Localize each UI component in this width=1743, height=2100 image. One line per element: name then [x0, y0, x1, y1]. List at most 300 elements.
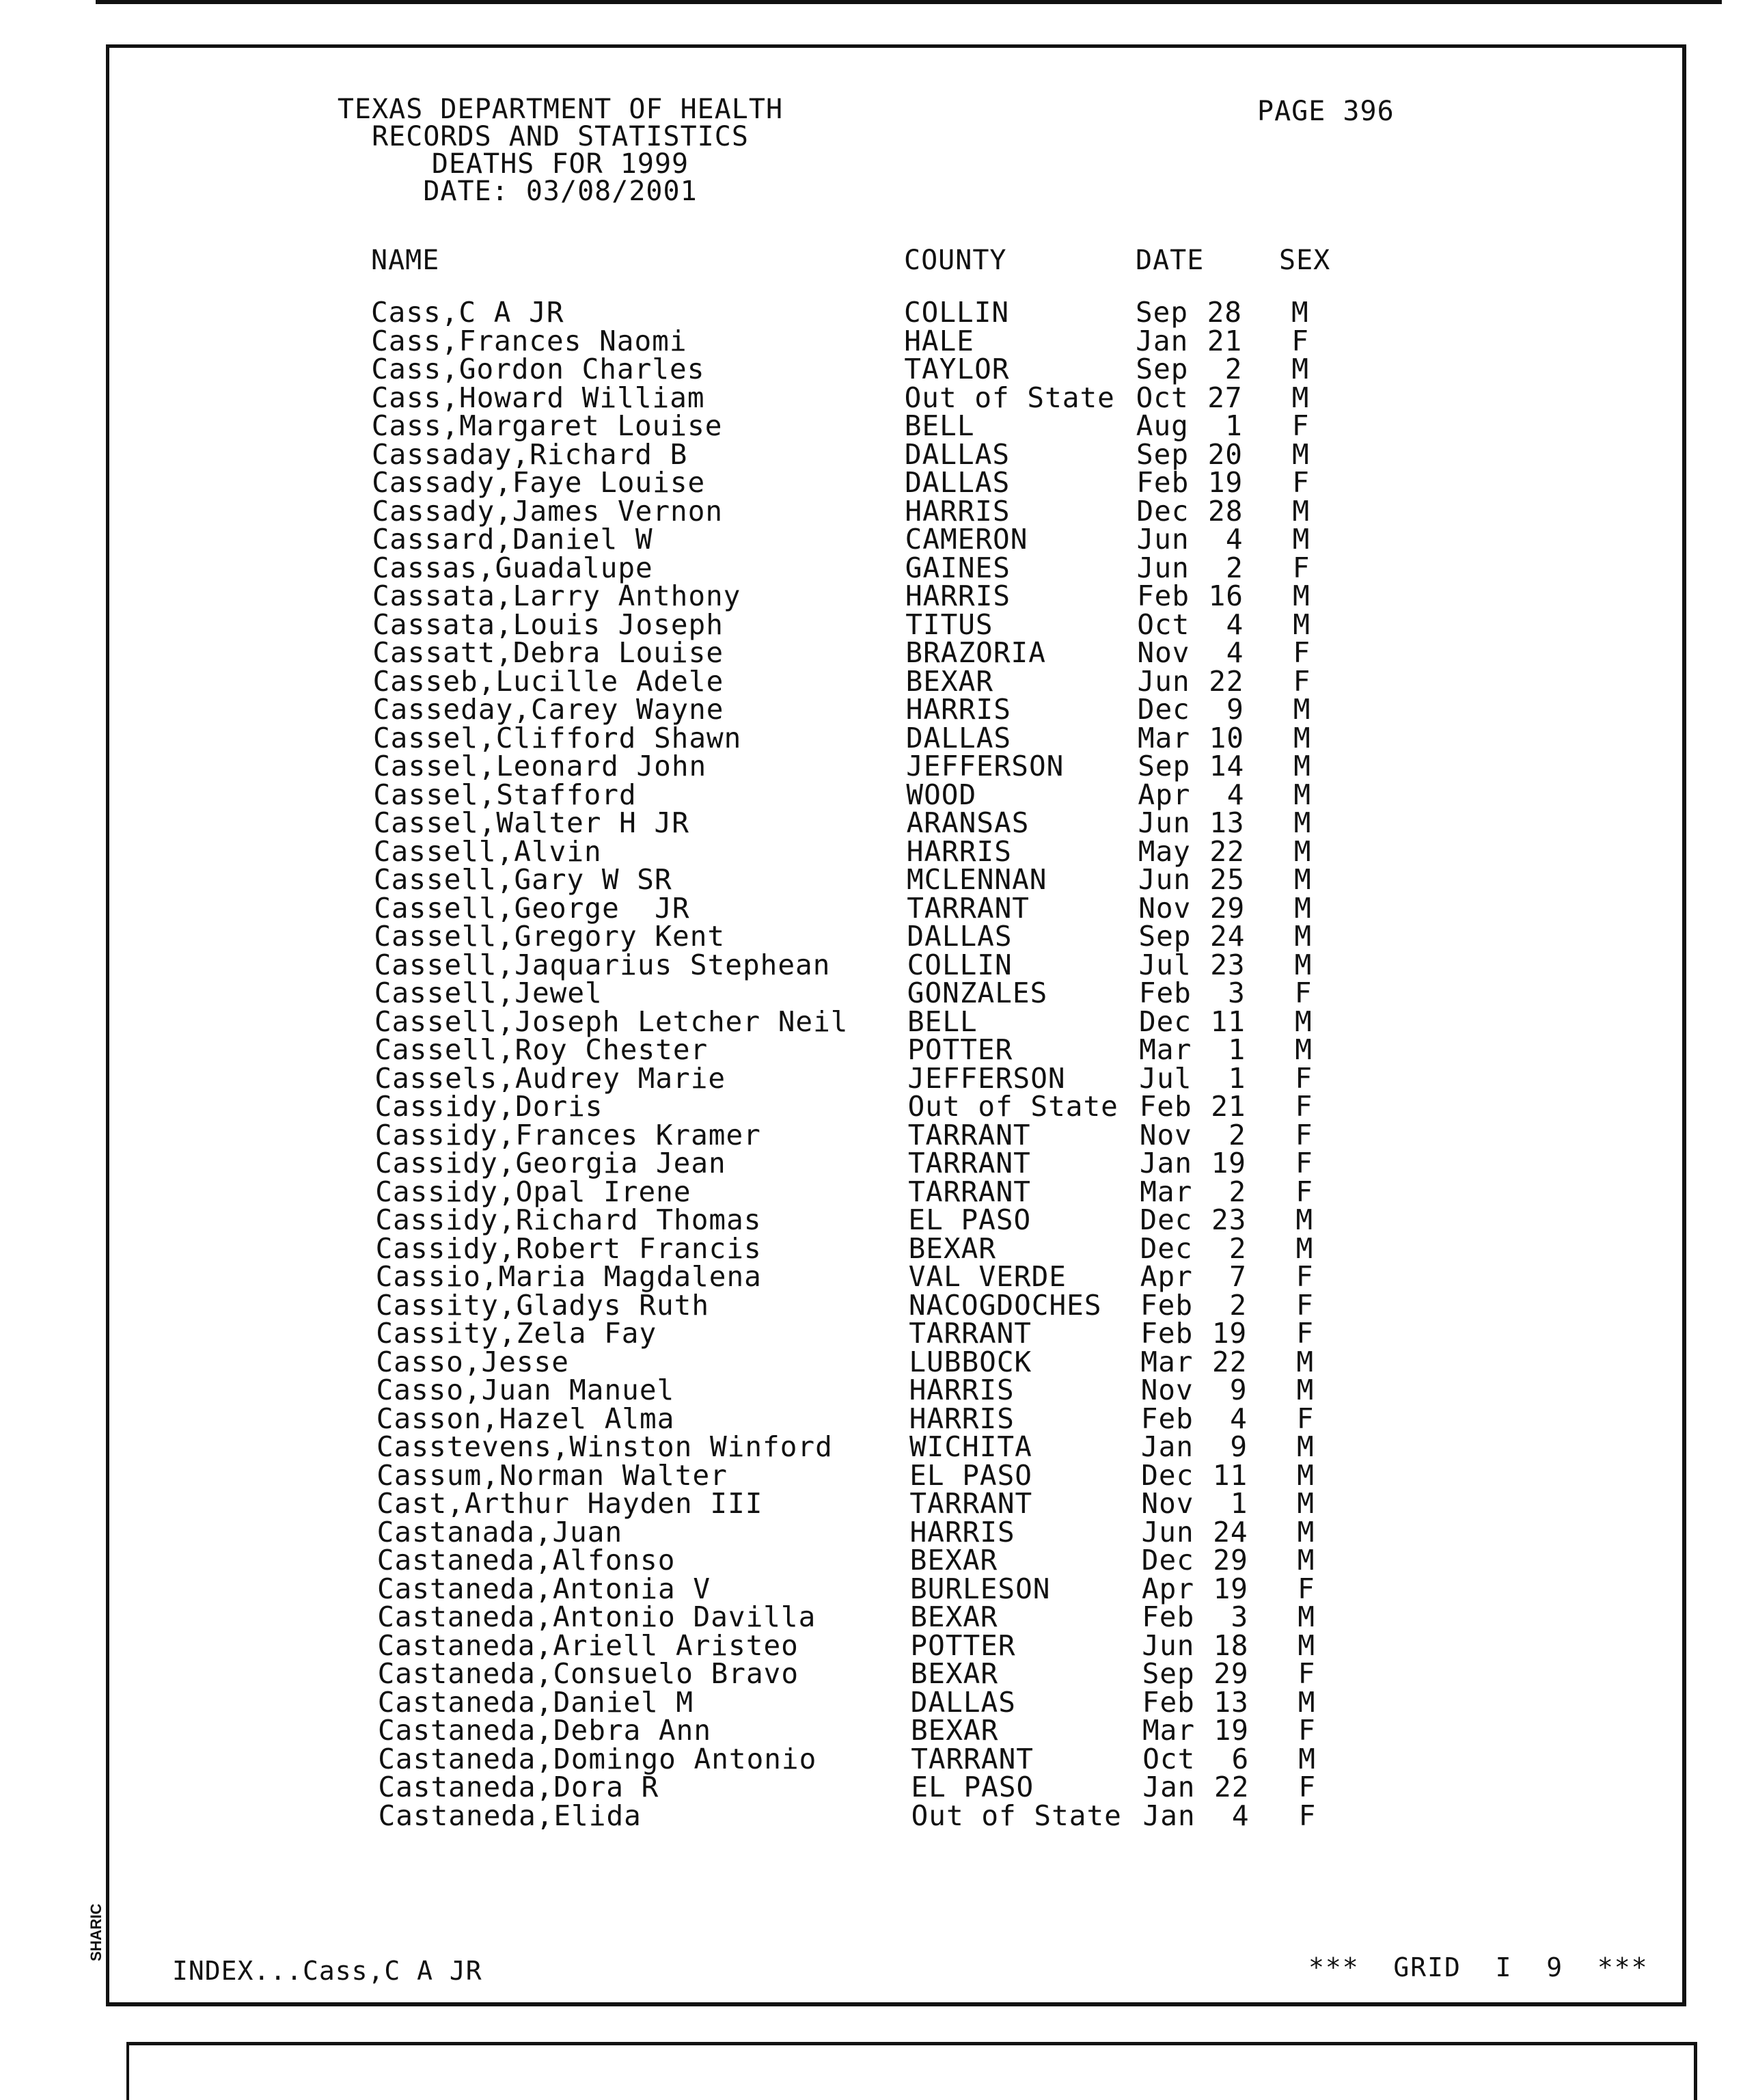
record-name: Casso,Juan Manuel: [376, 1374, 675, 1406]
record-name: Castaneda,Antonia V: [377, 1572, 711, 1605]
record-county: BELL: [907, 1005, 978, 1038]
record-month: Nov: [1141, 1487, 1194, 1520]
record-month: Jan: [1140, 1147, 1193, 1179]
record-county: ARANSAS: [906, 806, 1030, 839]
record-day: 21: [1207, 324, 1243, 357]
record-month: Oct: [1142, 1742, 1196, 1775]
record-name: Cassell,Gregory Kent: [374, 920, 726, 953]
record-row: [6, 1572, 1743, 1605]
record-row: [3, 1005, 1743, 1038]
record-month: Aug: [1136, 409, 1189, 442]
record-name: Cassidy,Georgia Jean: [375, 1147, 726, 1179]
record-day: 2: [1229, 1288, 1247, 1322]
record-month: Jan: [1142, 1799, 1196, 1832]
record-county: DALLAS: [907, 920, 1013, 953]
record-month: Jun: [1137, 664, 1190, 698]
record-sex: F: [1296, 1402, 1315, 1435]
record-county: GONZALES: [907, 977, 1048, 1009]
record-month: Sep: [1136, 296, 1189, 329]
record-day: 28: [1207, 296, 1242, 329]
record-month: Feb: [1137, 579, 1190, 612]
record-sex: M: [1298, 1600, 1315, 1633]
record-day: 29: [1213, 1657, 1249, 1690]
record-row: [1, 494, 1743, 528]
record-month: Dec: [1141, 1458, 1194, 1492]
record-sex: F: [1292, 551, 1310, 584]
record-name: Cassatt,Debra Louise: [372, 636, 724, 669]
record-sex: M: [1298, 1742, 1316, 1775]
record-day: 4: [1231, 1799, 1250, 1832]
record-row: [5, 1260, 1743, 1293]
record-day: 23: [1210, 948, 1246, 981]
record-month: Oct: [1137, 608, 1190, 641]
record-day: 24: [1213, 1515, 1248, 1549]
header-date: DATE: 03/08/2001: [423, 176, 698, 207]
record-row: [3, 891, 1743, 925]
record-name: Cassel,Stafford: [373, 778, 637, 811]
record-month: Jun: [1136, 523, 1190, 556]
record-row: [6, 1546, 1743, 1575]
record-month: Nov: [1139, 1118, 1192, 1151]
record-month: Jul: [1138, 948, 1192, 981]
record-day: 2: [1226, 551, 1244, 584]
record-row: [7, 1714, 1743, 1747]
record-month: Apr: [1138, 778, 1191, 811]
record-county: WOOD: [906, 778, 977, 811]
record-row: [1, 636, 1743, 669]
record-name: Cassidy,Robert Francis: [375, 1231, 762, 1265]
record-row: [3, 863, 1743, 896]
record-sex: M: [1297, 1515, 1315, 1549]
record-day: 19: [1211, 1317, 1248, 1350]
record-sex: M: [1294, 863, 1312, 896]
record-sex: M: [1294, 891, 1312, 925]
record-county: BEXAR: [911, 1714, 999, 1747]
record-name: Castaneda,Debra Ann: [378, 1714, 711, 1747]
record-day: 10: [1209, 721, 1244, 754]
record-day: 1: [1225, 409, 1243, 442]
record-county: WICHITA: [909, 1430, 1032, 1463]
record-county: TARRANT: [909, 1317, 1032, 1350]
record-name: Castaneda,Consuelo Bravo: [377, 1657, 799, 1690]
record-name: Cassidy,Opal Irene: [375, 1175, 691, 1208]
record-sex: M: [1296, 1345, 1315, 1378]
record-sex: F: [1298, 1799, 1317, 1832]
record-month: Dec: [1136, 494, 1190, 528]
record-day: 9: [1226, 693, 1244, 726]
record-name: Castaneda,Dora R: [378, 1771, 659, 1803]
record-name: Cassel,Leonard John: [373, 750, 707, 782]
record-name: Castaneda,Ariell Aristeo: [377, 1628, 799, 1662]
record-day: 13: [1209, 806, 1245, 839]
record-name: Cass,Frances Naomi: [371, 324, 687, 357]
record-row: [5, 1376, 1743, 1405]
column-header-county: COUNTY: [904, 245, 1007, 276]
record-sex: F: [1296, 1317, 1314, 1350]
record-sex: M: [1293, 778, 1312, 811]
record-sex: F: [1293, 636, 1311, 669]
header-division: RECORDS AND STATISTICS: [372, 121, 749, 152]
record-name: Cassel,Walter H JR: [373, 806, 689, 839]
record-month: Dec: [1139, 1005, 1192, 1038]
record-month: Jan: [1136, 324, 1189, 357]
record-county: TITUS: [905, 608, 993, 641]
record-row: [0, 324, 1743, 357]
record-day: 6: [1231, 1742, 1250, 1775]
record-sex: M: [1291, 296, 1309, 329]
record-month: Dec: [1141, 1544, 1194, 1577]
record-day: 22: [1209, 664, 1244, 698]
record-county: HARRIS: [909, 1374, 1015, 1406]
record-month: Feb: [1138, 977, 1192, 1009]
record-month: Mar: [1138, 721, 1191, 754]
record-sex: M: [1291, 381, 1310, 414]
record-county: Out of State: [911, 1799, 1122, 1832]
record-day: 1: [1228, 1033, 1246, 1066]
record-name: Cassell,Joseph Letcher Neil: [374, 1005, 849, 1038]
record-county: BURLESON: [910, 1572, 1051, 1605]
record-sex: F: [1298, 1657, 1316, 1690]
record-day: 22: [1212, 1345, 1248, 1378]
record-county: DALLAS: [910, 1685, 1016, 1719]
record-county: NACOGDOCHES: [909, 1288, 1102, 1322]
record-sex: M: [1294, 948, 1313, 981]
record-county: TARRANT: [907, 891, 1030, 925]
record-row: [1, 466, 1743, 499]
record-name: Casso,Jesse: [376, 1345, 569, 1378]
record-month: May: [1138, 834, 1191, 868]
record-day: 27: [1207, 381, 1243, 414]
record-sex: F: [1295, 1090, 1313, 1123]
record-sex: F: [1295, 1118, 1313, 1151]
record-sex: M: [1292, 437, 1310, 471]
record-day: 28: [1208, 494, 1244, 528]
record-month: Dec: [1140, 1231, 1193, 1265]
record-name: Castaneda,Daniel M: [377, 1685, 694, 1719]
record-county: Out of State: [907, 1090, 1118, 1123]
record-row: [1, 551, 1743, 584]
record-row: [5, 1487, 1743, 1520]
record-sex: F: [1293, 664, 1311, 698]
record-row: [5, 1288, 1743, 1322]
record-county: MCLENNAN: [907, 863, 1047, 896]
record-row: [2, 752, 1743, 781]
record-month: Jun: [1138, 806, 1191, 839]
record-sex: M: [1292, 523, 1310, 556]
record-month: Jul: [1139, 1061, 1192, 1095]
record-day: 19: [1207, 466, 1244, 499]
record-month: Apr: [1142, 1572, 1195, 1605]
record-month: Feb: [1142, 1600, 1195, 1633]
footer-index: INDEX...Cass,C A JR: [172, 1956, 482, 1986]
record-name: Cassas,Guadalupe: [372, 551, 653, 584]
record-day: 24: [1210, 920, 1246, 953]
footer-grid: *** GRID I 9 ***: [1308, 1952, 1649, 1982]
record-county: HARRIS: [909, 1402, 1015, 1435]
record-county: BELL: [904, 409, 975, 442]
record-day: 1: [1230, 1487, 1248, 1520]
record-name: Cast,Arthur Hayden III: [376, 1487, 763, 1520]
record-sex: M: [1296, 1374, 1315, 1406]
record-month: Feb: [1142, 1685, 1195, 1719]
record-month: Mar: [1142, 1714, 1196, 1747]
record-row: [8, 1799, 1743, 1832]
record-row: [0, 355, 1743, 384]
record-name: Cassell,Jewel: [374, 977, 603, 1009]
record-row: [7, 1742, 1743, 1775]
record-row: [6, 1600, 1743, 1633]
record-day: 13: [1213, 1685, 1249, 1719]
record-county: DALLAS: [906, 721, 1012, 754]
record-sex: M: [1297, 1430, 1315, 1463]
record-row: [1, 608, 1743, 641]
record-row: [0, 296, 1743, 329]
record-row: [6, 1515, 1743, 1549]
record-county: HARRIS: [905, 693, 1011, 726]
record-county: POTTER: [907, 1033, 1013, 1066]
record-day: 4: [1225, 523, 1244, 556]
record-county: Out of State: [904, 381, 1115, 414]
record-day: 2: [1224, 353, 1243, 385]
record-day: 2: [1229, 1118, 1246, 1151]
record-row: [3, 948, 1743, 981]
record-month: Feb: [1139, 1090, 1192, 1123]
record-sex: F: [1294, 977, 1313, 1009]
record-name: Cassio,Maria Magdalena: [375, 1260, 762, 1293]
record-sex: M: [1297, 1487, 1315, 1520]
record-sex: M: [1298, 1685, 1316, 1719]
record-county: POTTER: [910, 1628, 1016, 1662]
record-row: [3, 806, 1743, 839]
record-sex: M: [1293, 579, 1310, 612]
record-month: Feb: [1140, 1402, 1194, 1435]
record-name: Cassell,George JR: [374, 891, 690, 925]
record-sex: F: [1292, 466, 1310, 499]
record-row: [4, 1175, 1743, 1208]
record-month: Mar: [1140, 1175, 1193, 1208]
record-day: 25: [1209, 863, 1245, 896]
record-name: Castanada,Juan: [376, 1515, 623, 1549]
record-sex: F: [1295, 1061, 1313, 1095]
record-row: [5, 1317, 1743, 1350]
record-name: Castaneda,Alfonso: [376, 1544, 676, 1577]
record-day: 18: [1213, 1628, 1249, 1662]
record-day: 11: [1212, 1458, 1248, 1492]
record-day: 9: [1229, 1374, 1248, 1406]
record-sex: M: [1293, 693, 1311, 726]
record-name: Cassidy,Richard Thomas: [375, 1203, 762, 1236]
record-sex: M: [1295, 1231, 1314, 1265]
report-header: [0, 96, 1121, 205]
record-sex: F: [1298, 1572, 1315, 1605]
record-day: 19: [1213, 1572, 1248, 1605]
record-sex: F: [1291, 324, 1309, 357]
record-county: BEXAR: [910, 1600, 998, 1633]
record-county: TAYLOR: [904, 353, 1010, 385]
record-county: GAINES: [905, 551, 1011, 584]
record-county: BRAZORIA: [905, 636, 1046, 669]
record-row: [5, 1231, 1743, 1265]
record-month: Oct: [1136, 381, 1189, 414]
record-county: BEXAR: [908, 1231, 997, 1265]
record-sex: M: [1293, 608, 1310, 641]
record-row: [7, 1657, 1743, 1690]
record-row: [5, 1345, 1743, 1378]
record-row: [5, 1402, 1743, 1435]
record-month: Dec: [1137, 693, 1190, 726]
record-sex: M: [1293, 750, 1311, 782]
record-sex: M: [1295, 1203, 1314, 1236]
record-day: 4: [1226, 608, 1244, 641]
record-sex: F: [1296, 1288, 1314, 1322]
record-month: Sep: [1138, 920, 1192, 953]
page-number: PAGE 396: [1257, 96, 1395, 127]
record-sex: F: [1298, 1771, 1317, 1803]
record-sex: F: [1291, 409, 1310, 442]
header-report-title: DEATHS FOR 1999: [431, 148, 689, 180]
record-county: TARRANT: [907, 1118, 1031, 1151]
record-name: Cassell,Alvin: [373, 834, 602, 868]
record-county: EL PASO: [911, 1771, 1034, 1803]
record-month: Jun: [1138, 863, 1192, 896]
record-day: 20: [1207, 437, 1243, 471]
record-county: HARRIS: [905, 579, 1011, 612]
record-row: [2, 721, 1743, 754]
record-month: Sep: [1136, 353, 1189, 385]
record-name: Castaneda,Elida: [378, 1799, 642, 1832]
record-county: HALE: [904, 324, 974, 357]
record-county: BEXAR: [905, 664, 994, 698]
record-day: 4: [1226, 778, 1245, 811]
record-name: Cassels,Audrey Marie: [374, 1061, 726, 1095]
record-row: [6, 1628, 1743, 1662]
record-county: JEFFERSON: [907, 1061, 1066, 1095]
record-county: TARRANT: [911, 1742, 1034, 1775]
record-county: TARRANT: [909, 1487, 1033, 1520]
record-county: LUBBOCK: [909, 1345, 1032, 1378]
record-day: 3: [1231, 1600, 1249, 1633]
record-county: COLLIN: [904, 296, 1010, 329]
record-name: Cass,Howard William: [371, 381, 705, 414]
record-county: BEXAR: [909, 1544, 998, 1577]
record-month: Mar: [1139, 1033, 1192, 1066]
record-name: Cassum,Norman Walter: [376, 1458, 728, 1492]
record-sex: M: [1295, 1033, 1313, 1066]
record-name: Cassata,Louis Joseph: [372, 608, 724, 641]
record-row: [3, 1061, 1743, 1095]
record-month: Sep: [1142, 1657, 1195, 1690]
record-row: [1, 437, 1743, 471]
record-sex: M: [1298, 1628, 1316, 1662]
record-row: [7, 1773, 1743, 1802]
record-row: [2, 664, 1743, 698]
record-name: Cassard,Daniel W: [372, 523, 653, 556]
record-county: COLLIN: [907, 948, 1013, 981]
record-county: HARRIS: [909, 1515, 1015, 1549]
record-name: Cassata,Larry Anthony: [372, 579, 741, 612]
record-county: TARRANT: [908, 1147, 1031, 1179]
column-header-name: NAME: [371, 245, 440, 276]
record-name: Casstevens,Winston Winford: [376, 1430, 833, 1463]
record-county: BEXAR: [910, 1657, 999, 1690]
record-row: [1, 381, 1743, 414]
record-month: Nov: [1140, 1374, 1194, 1406]
header-agency: TEXAS DEPARTMENT OF HEALTH: [337, 94, 784, 125]
record-sex: M: [1293, 721, 1311, 754]
record-day: 23: [1211, 1203, 1247, 1236]
record-day: 3: [1228, 977, 1246, 1009]
record-day: 4: [1230, 1402, 1248, 1435]
record-row: [4, 1149, 1743, 1178]
record-name: Cassidy,Frances Kramer: [374, 1118, 761, 1151]
record-name: Casseday,Carey Wayne: [372, 693, 724, 726]
record-row: [4, 1118, 1743, 1151]
record-row: [7, 1685, 1743, 1719]
record-row: [3, 834, 1743, 868]
record-name: Cassady,Faye Louise: [372, 466, 706, 499]
record-month: Sep: [1136, 437, 1190, 471]
record-day: 9: [1230, 1430, 1248, 1463]
record-name: Cassity,Zela Fay: [376, 1317, 657, 1350]
record-day: 14: [1209, 750, 1245, 782]
record-sex: M: [1297, 1458, 1315, 1492]
record-month: Jun: [1136, 551, 1190, 584]
column-header-sex: SEX: [1279, 245, 1331, 276]
record-row: [4, 1090, 1743, 1123]
record-row: [1, 579, 1743, 612]
record-name: Cass,Gordon Charles: [371, 353, 705, 385]
record-row: [3, 920, 1743, 953]
record-day: 11: [1210, 1005, 1246, 1038]
record-month: Feb: [1136, 466, 1190, 499]
record-row: [2, 693, 1743, 726]
record-name: Cassell,Jaquarius Stephean: [374, 948, 831, 981]
record-day: 1: [1228, 1061, 1246, 1095]
record-day: 22: [1209, 834, 1245, 868]
record-month: Feb: [1140, 1288, 1194, 1322]
record-row: [1, 409, 1743, 442]
record-day: 29: [1209, 891, 1246, 925]
record-name: Cass,C A JR: [371, 296, 564, 329]
next-page-frame: [126, 2042, 1697, 2100]
record-month: Jun: [1141, 1515, 1194, 1549]
side-label: SHARIC: [87, 1903, 105, 1961]
record-county: EL PASO: [909, 1458, 1032, 1492]
record-day: 2: [1229, 1231, 1247, 1265]
top-rule: [96, 0, 1722, 4]
record-name: Cassell,Gary W SR: [374, 863, 672, 896]
record-name: Cassity,Gladys Ruth: [376, 1288, 709, 1322]
record-sex: M: [1293, 834, 1312, 868]
record-county: CAMERON: [905, 523, 1028, 556]
record-name: Cassaday,Richard B: [372, 437, 688, 471]
record-month: Nov: [1137, 636, 1190, 669]
record-day: 29: [1213, 1544, 1248, 1577]
record-name: Castaneda,Antonio Davilla: [377, 1600, 816, 1633]
record-sex: M: [1294, 920, 1313, 953]
record-county: EL PASO: [908, 1203, 1032, 1236]
column-header-date: DATE: [1136, 245, 1205, 276]
record-sex: M: [1297, 1544, 1315, 1577]
record-sex: F: [1298, 1714, 1316, 1747]
record-county: HARRIS: [906, 834, 1012, 868]
record-sex: F: [1295, 1147, 1313, 1179]
record-name: Casseb,Lucille Adele: [372, 664, 724, 698]
record-month: Mar: [1140, 1345, 1194, 1378]
record-sex: F: [1295, 1175, 1313, 1208]
record-county: DALLAS: [905, 437, 1011, 471]
record-month: Feb: [1140, 1317, 1194, 1350]
